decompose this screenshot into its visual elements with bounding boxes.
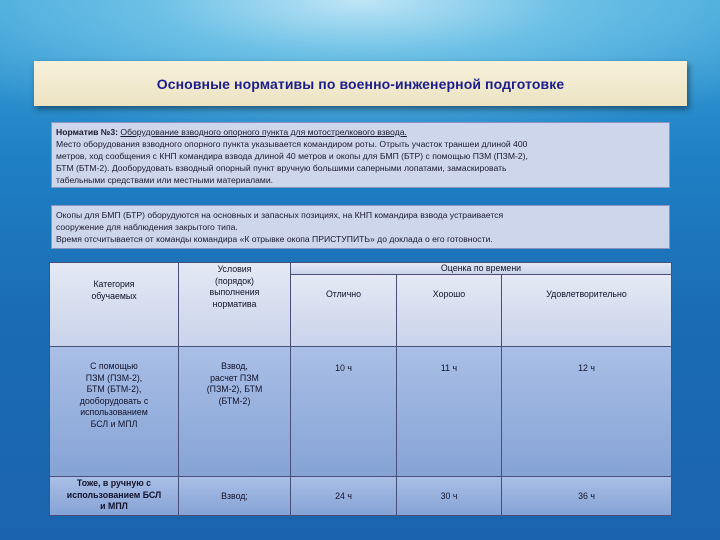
cell-text: ПЗМ (ПЗМ-2),: [85, 372, 143, 383]
cell-text: использованием: [80, 407, 148, 417]
cell-text: БТМ (БТМ-2),: [86, 384, 142, 394]
cell-text: Взвод,: [221, 361, 248, 371]
header-grade-excellent: Отлично: [290, 274, 397, 347]
table-row-2-category: [49, 476, 179, 516]
description-line: табельными средствами или местными материалами.: [56, 175, 274, 185]
standard-title: Оборудование взводного опорного пункта для мотострелкового взвода.: [120, 127, 407, 137]
header-evaluation: Оценка по времени: [290, 262, 672, 275]
header-text: Категория: [93, 279, 135, 289]
header-grade-good: Хорошо: [396, 274, 502, 347]
standard-heading: [56, 126, 665, 138]
cell-text: расчет ПЗМ: [210, 372, 259, 383]
header-text: выполнения: [209, 287, 260, 297]
header-text: обучаемых: [91, 290, 137, 301]
table-row-1-good: 11 ч: [396, 346, 502, 477]
description-line: метров, ход сообщения с КНП командира взвода длиной 40 метров и окопы для БМП (БТР) с помощью ПЗМ (ПЗМ-2),: [56, 151, 528, 161]
header-text: Условия: [217, 264, 252, 274]
table-row-1-conditions: [178, 346, 291, 477]
note-line: Время отсчитывается от команды командира «К отрывке окопа ПРИСТУПИТЬ» до доклада о его готовности.: [56, 234, 493, 244]
cell-text: (БТМ-2): [218, 395, 251, 406]
cell-text: дооборудовать с: [79, 395, 149, 406]
header-category: [49, 262, 179, 347]
cell-text: использованием БСЛ: [66, 489, 162, 500]
table-row-2-good: 30 ч: [396, 476, 502, 516]
table-row-1-excellent: 10 ч: [290, 346, 397, 477]
note-line: Окопы для БМП (БТР) оборудуются на основных и запасных позициях, на КНП командира взвода устраивается: [56, 210, 504, 220]
standards-table: [49, 262, 672, 516]
notes-box: [51, 205, 670, 249]
table-row-2-excellent: 24 ч: [290, 476, 397, 516]
description-line: Место оборудования взводного опорного пункта указывается командиром роты. Отрыть участок траншеи длиной 400: [56, 139, 528, 149]
cell-text: БСЛ и МПЛ: [90, 418, 138, 429]
cell-text: Взвод;: [221, 491, 248, 501]
header-grade-satisfactory: Удовлетворительно: [501, 274, 672, 347]
cell-text: (ПЗМ-2), БТМ: [206, 384, 263, 394]
standard-number: Норматив №3:: [56, 127, 121, 137]
description-line: БТМ (БТМ-2). Дооборудовать взводный опорный пункт вручную большими саперными лопатами, замаскировать: [56, 163, 507, 173]
cell-text: и МПЛ: [100, 501, 128, 511]
header-text: (порядок): [215, 275, 254, 286]
cell-text: С помощью: [90, 361, 138, 371]
table-row-1-category: [49, 346, 179, 477]
header-text: норматива: [212, 298, 257, 309]
slide-title-bar: [34, 61, 687, 106]
table-row-2-satisfactory: 36 ч: [501, 476, 672, 516]
note-line: сооружение для наблюдения закрытого типа.: [56, 222, 238, 232]
standard-description-box: [51, 122, 670, 188]
table-row-2-conditions: [178, 476, 291, 516]
cell-text: Тоже, в ручную с: [76, 478, 152, 488]
table-row-1-satisfactory: 12 ч: [501, 346, 672, 477]
header-conditions: [178, 262, 291, 347]
slide-title: Основные нормативы по военно-инженерной подготовке: [156, 75, 565, 92]
